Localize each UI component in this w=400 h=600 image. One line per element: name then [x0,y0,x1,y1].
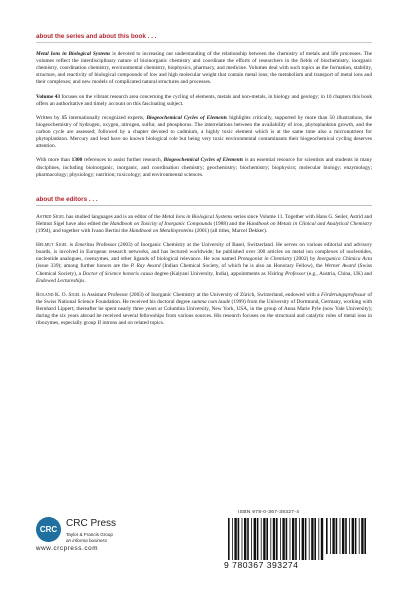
crc-logo-text: CRC [39,525,58,534]
editors-heading: about the editors . . . [36,195,98,203]
publisher-tagline: an informa business [66,538,108,543]
ean-barcode-icon [228,518,324,560]
series-paragraph-1: Metal Ions in Biological Systems is devoted to increasing our understanding of the relationship between the chemistry of metals and life processes. The volumes reflect the interdisciplinary nature of bioinorganic chemistry and coordinate the efforts of researchers in the fields of biochemistry, inorganic chemistry, coordination chemistry, environmental chemistry, biophysics, pharmacy, and medicine. Volumes deal with such topics as the formation, stability, structure, and reactivity of biological compounds of low and high molecular weight that contain metal ions; the metabolism and transport of metal ions and their complexes; and new models of complicated natural structures and processes. [36,51,372,86]
series-divider [36,42,372,43]
crc-logo-icon [36,517,61,542]
series-paragraph-2: Volume 43 focuses on the vibrant research area concerning the cycling of elements, metals and non-metals, in biology and geology; in 10 chapters this book offers an authoritative and timely account on this fascinating subject. [36,93,372,107]
editor-helmut-sigel: Helmut Sigel is Emeritus Professor (2003) of Inorganic Chemistry at the University of Basel, Switzerland. He serves on various editorial and advisory boards, is involved in European research networks, and has lectured worldwide; he published over 300 articles on metal ion complexes of nucleotides, nucleotide analogues, coenzymes, and other ligands of biological relevance. He was named Protagonist in Chemistry (2002) by Inorganica Chimica Acta (issue 339); among further honors are the P. Ray Award (Indian Chemical Society, of which he is also an Honorary Fellow), the Werner Award (Swiss Chemical Society), a Doctor of Science honoris causa degree (Kalyani University, India), appointments as Visiting Professor (e.g., Austria, China, UK) and Endowed Lectureships. [36,242,373,284]
publisher-group: Taylor & Francis Group [66,532,113,537]
editor-astrid-sigel: Astrid Sigel has studied languages and is an editor of the Metal Ions in Biological Systems series since Volume 11. Together with Hans G. Seiler, Astrid and Helmut Sigel have also edited the Handbook on Toxicity of Inorganic Compounds (1988) and the Handbook on Metals in Clinical and Analytical Chemistry (1994), and together with Ivano Bertini the Handbook on Metalloproteins (2001) (all titles, Marcel Dekker). [36,213,372,234]
publisher-url: www.crcpress.com [36,545,99,552]
ean-digits: 9 780367 393274 [224,560,299,570]
isbn-label: ISBN 978-0-367-39327-4 [238,510,300,515]
series-paragraph-4: With more than 1300 references to assist further research, Biogeochemical Cycles of Elements is an essential resource for scientists and students in many disciplines, including bioinorganic, inorganic, and coordination chemistry; geochemistry; biochemistry; biophysics; molecular biology; enzymology; pharmacology; physiology; nutrition; toxicology; and environmental sciences. [36,157,372,178]
editor-roland-sigel: Roland K. O. Sigel is Assistant Professor (2003) of Inorganic Chemistry at the University of Zürich, Switzerland, endowed with a Förderungsprofessur of the Swiss National Science Foundation. He received his doctoral degree summa cum laude (1999) from the University of Dortmund, Germany, working with Bernhard Lippert; thereafter he spent nearly three years at Columbia University, New York, USA, in the group of Anna Marie Pyle (now Yale University); during the six years abroad he received several fellowships from various sources. His research focuses on the structural and catalytic roles of metal ions in ribozymes, especially group II introns and on related topics. [36,291,373,327]
editors-divider [36,205,372,206]
isbn-barcode [224,510,374,576]
addon-barcode-icon [326,518,368,554]
publisher-footer [36,510,372,583]
publisher-name: CRC Press [66,518,117,529]
back-cover-text [36,33,372,334]
series-heading: about the series and about this book . . . [36,33,157,40]
series-paragraph-3: Written by 15 internationally recognized experts, Biogeochemical Cycles of Elements highlights critically, supported by more than 50 illustrations, the biogeochemistry of hydrogen, oxygen, nitrogen, sulfur, and phosphorus. The interrelations between the availability of iron, phytoplankton growth, and the carbon cycle are assessed; followed by a chapter devoted to cadmium, a highly toxic element which is at the same time also a micronutrient for phytoplankton. Mercury and lead have no known biological role but being very toxic environmental contaminants their biogeochemical cycling deserves attention. [36,114,372,150]
